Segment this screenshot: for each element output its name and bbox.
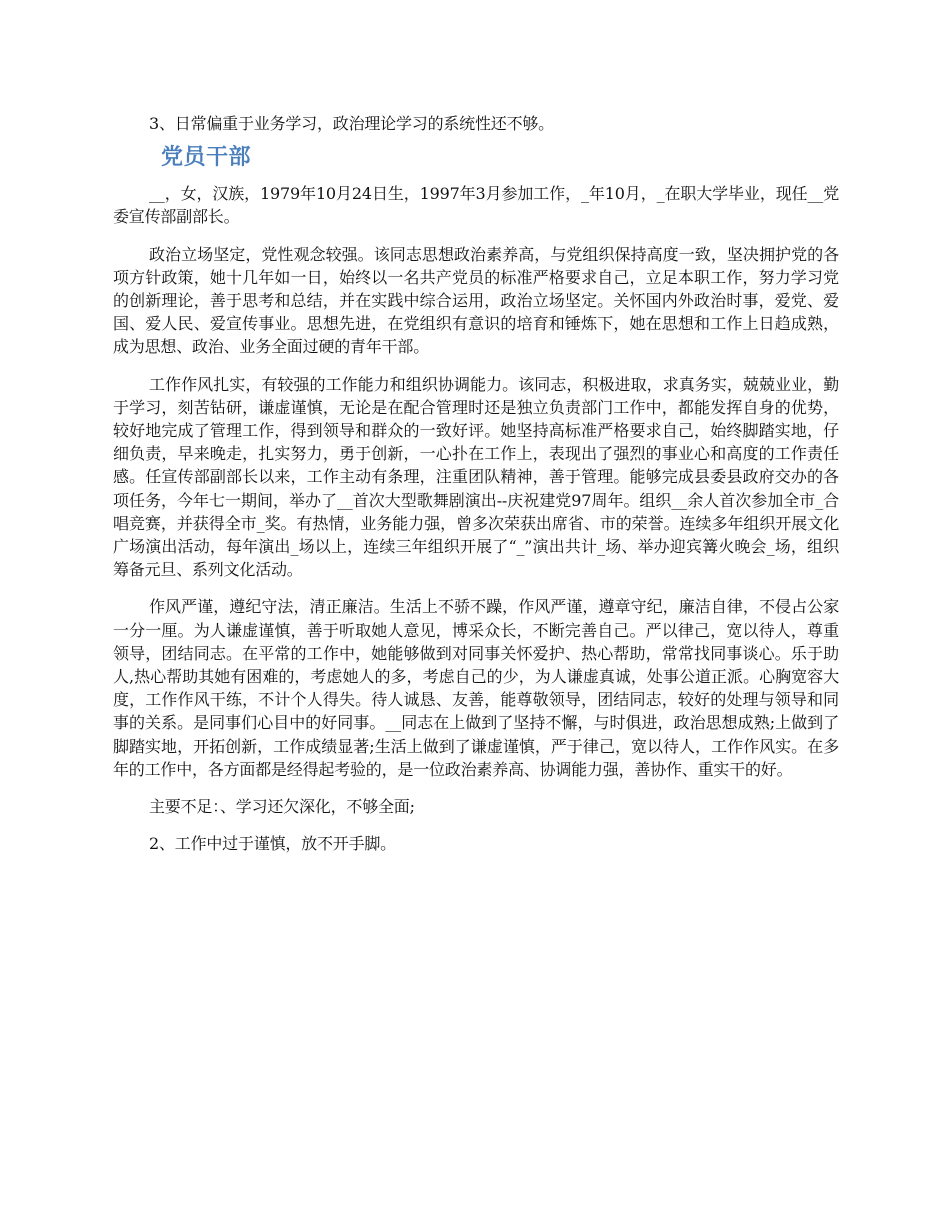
political-stance-paragraph: 政治立场坚定，党性观念较强。该同志思想政治素养高，与党组织保持高度一致，坚决拥护党的各项方针政策，她十几年如一日，始终以一名共产党员的标准严格要求自己，立足本职工作，努力学习党的创新理论，善于思考和总结，并在实践中综合运用，政治立场坚定。关怀国内外政治时事，爱党、爱国、爱人民、爱宣传事业。思想先进，在党组织有意识的培育和锤炼下，她在思想和工作上日趋成熟，成为思想、政治、业务全面过硬的青年干部。 [113, 244, 839, 357]
profile-paragraph: __，女，汉族，1979年10月24日生，1997年3月参加工作，_年10月，_在职大学毕业，现任__党委宣传部副部长。 [113, 184, 839, 227]
work-style-paragraph: 工作作风扎实，有较强的工作能力和组织协调能力。该同志，积极进取，求真务实，兢兢业业，勤于学习，刻苦钻研，谦虚谨慎，无论是在配合管理时还是独立负责部门工作中，都能发挥自身的优势，较好地完成了管理工作，得到领导和群众的一致好评。她坚持高标准严格要求自己，始终脚踏实地，仔细负责，早来晚走，扎实努力，勇于创新，一心扑在工作上，表现出了强烈的事业心和高度的工作责任感。任宣传部副部长以来，工作主动有条理，注重团队精神，善于管理。能够完成县委县政府交办的各项任务，今年七一期间，举办了__首次大型歌舞剧演出--庆祝建党97周年。组织__余人首次参加全市_合唱竞赛，并获得全市_奖。有热情，业务能力强，曾多次荣获出席省、市的荣誉。连续多年组织开展文化广场演出活动，每年演出_场以上，连续三年组织开展了“_”演出共计_场、举办迎宾篝火晚会_场，组织筹备元旦、系列文化活动。 [113, 374, 839, 580]
shortcomings-paragraph: 主要不足：、学习还欠深化，不够全面; [149, 797, 415, 817]
section-heading: 党员干部 [161, 145, 252, 171]
intro-item: 3、日常偏重于业务学习，政治理论学习的系统性还不够。 [149, 114, 554, 133]
conduct-paragraph: 作风严谨，遵纪守法，清正廉洁。生活上不骄不躁，作风严谨，遵章守纪，廉洁自律，不侵占公家一分一厘。为人谦虚谨慎，善于听取她人意见，博采众长，不断完善自己。严以律己，宽以待人，尊重领导，团结同志。在平常的工作中，她能够做到对同事关怀爱护、热心帮助，常常找同事谈心。乐于助人,热心帮助其她有困难的，考虑她人的多，考虑自己的少，为人谦虚真诚，处事公道正派。心胸宽容大度，工作作风干练，不计个人得失。待人诚恳、友善，能尊敬领导，团结同志，较好的处理与领导和同事的关系。是同事们心目中的好同事。__同志在上做到了坚持不懈，与时俱进，政治思想成熟;上做到了脚踏实地，开拓创新，工作成绩显著;生活上做到了谦虚谨慎，严于律己，宽以待人，工作作风实。在多年的工作中，各方面都是经得起考验的，是一位政治素养高、协调能力强，善协作、重实干的好。 [113, 597, 839, 779]
document-body [113, 112, 839, 869]
shortcoming-item-2: 2、工作中过于谨慎，放不开手脚。 [149, 834, 396, 854]
